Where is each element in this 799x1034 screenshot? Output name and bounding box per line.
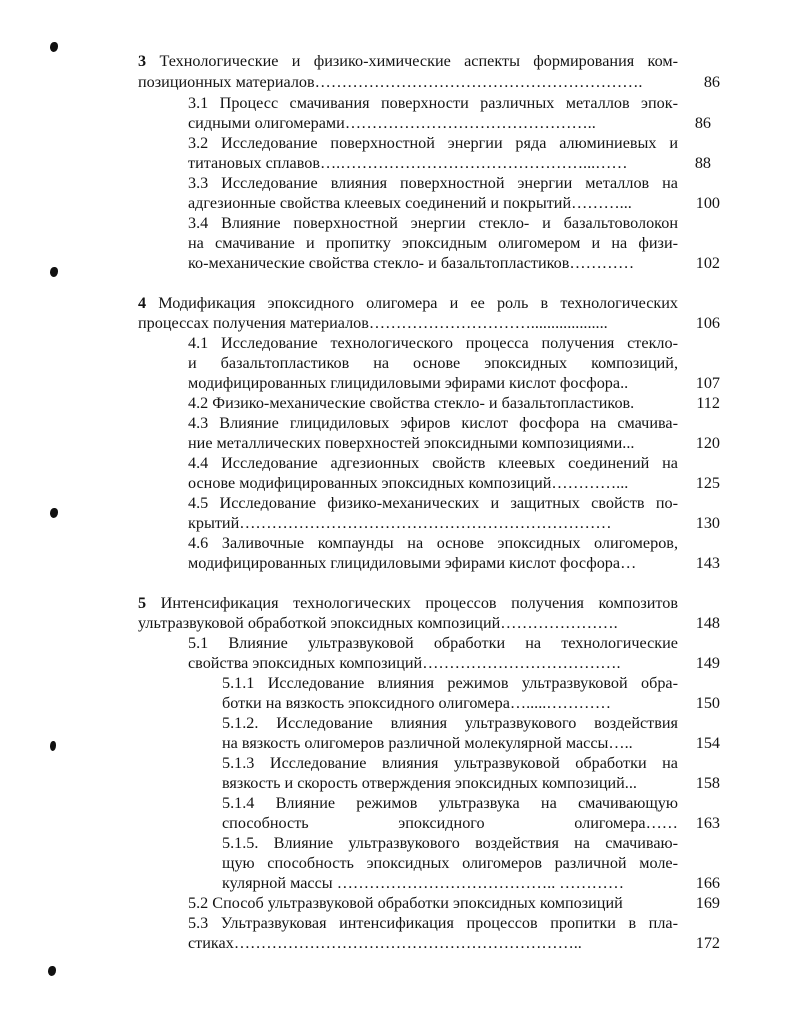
chapter-title-line: позиционных материалов……………………………………………………. [138,73,643,91]
toc-entry-line: адгезионные свойства клеевых соединений и покрытий………... [188,194,632,212]
toc-subentry-line: ботки на вязкость эпоксидного олигомера….....………… [222,694,612,712]
page-number: 86 [703,73,720,91]
toc-entry-line: свойства эпоксидных композиций………………………………. [188,654,621,672]
toc-entry-line: модифицированных глицидиловыми эфирами кислот фосфора.. [188,374,629,392]
toc-entry-line: 3.4 Влияние поверхностной энергии стекло- и базальтоволокон [188,214,678,232]
toc-entry-line: 3.2 Исследование поверхностной энергии ряда алюминиевых и [188,134,678,152]
toc-entry-line: 4.3 Влияние глицидиловых эфиров кислот фосфора на смачива- [188,414,678,432]
page-number: 100 [695,194,720,212]
toc-entry-line: крытий…………………………………………………………… [188,514,612,532]
toc-entry-line: ко-механические свойства стекло- и базальтопластиков………… [188,254,635,272]
toc-entry-line: модифицированных глицидиловыми эфирами кислот фосфора… [188,554,637,572]
toc-entry-line: 4.1 Исследование технологического процесса получения стекло- [188,334,678,352]
chapter-title: 4 Модификация эпоксидного олигомера и ее роль в технологических [138,294,678,312]
bullet-mark [50,741,56,751]
toc-subentry-line: на вязкость олигомеров различной молекулярной массы….. [222,734,633,752]
bullet-mark [50,42,58,52]
toc-subentry-line: 5.1.2. Исследование влияния ультразвукового воздействия [222,714,678,732]
toc-entry-line: и базальтопластиков на основе эпоксидных композиций, [188,354,678,372]
page-number: 102 [695,254,720,272]
toc-subentry-line: 5.1.3 Исследование влияния ультразвуковой обработки на [222,754,678,772]
page-number: 120 [695,434,720,452]
chapter-number: 5 [138,594,147,612]
page-number: 125 [695,474,720,492]
toc-entry-line: 3.3 Исследование влияния поверхностной энергии металлов на [188,174,678,192]
toc-entry-line: 4.4 Исследование адгезионных свойств клеевых соединений на [188,454,678,472]
page-number: 150 [695,694,720,712]
toc-entry-line: 4.5 Исследование физико-механических и защитных свойств по- [188,494,678,512]
page-number: 106 [695,314,720,332]
page-number: 86 [694,114,711,132]
page-number: 149 [695,654,720,672]
page-number: 148 [695,614,720,632]
toc-entry-line: 4.2 Физико-механические свойства стекло- и базальтопластиков. [188,394,635,412]
page-number: 158 [695,774,720,792]
toc-subentry-line: вязкость и скорость отверждения эпоксидных композиций... [222,774,637,792]
toc-subentry-line: 5.1.5. Влияние ультразвукового воздействия на смачиваю- [222,834,678,852]
page-number: 169 [695,894,720,912]
page-number: 88 [694,154,711,172]
chapter-title: 5 Интенсификация технологических процессов получения композитов [138,594,678,612]
toc-subentry-line: 5.1.1 Исследование влияния режимов ультразвуковой обра- [222,674,678,692]
toc-entry-line: 4.6 Заливочные компаунды на основе эпоксидных олигомеров, [188,534,678,552]
page-number: 130 [695,514,720,532]
chapter-title-line: процессах получения материалов…………………………................... [138,314,608,332]
page-number: 143 [695,554,720,572]
bullet-mark [50,508,58,518]
chapter-number: 3 [138,52,147,70]
toc-entry-line: стиках……………………………………………………….. [188,934,582,952]
chapter-number: 4 [138,294,147,312]
bullet-mark [48,966,56,976]
toc-subentry-line: способность эпоксидного олигомера…… [222,814,678,832]
toc-entry-line: ние металлических поверхностей эпоксидными композициями... [188,434,635,452]
page-number: 112 [696,394,720,412]
chapter-title: 3 Технологические и физико-химические аспекты формирования ком- [138,52,678,70]
toc-entry-line: 5.1 Влияние ультразвуковой обработки на технологические [188,634,678,652]
toc-entry-line: на смачивание и пропитку эпоксидным олигомером и на физи- [188,234,678,252]
toc-subentry-line: кулярной массы ………………………………….. ………… [222,874,625,892]
chapter-title-line: ультразвуковой обработкой эпоксидных композиций…………………. [138,614,618,632]
page-number: 107 [695,374,720,392]
toc-entry-line: 5.3 Ультразвуковая интенсификация процессов пропитки в пла- [188,914,678,932]
toc-entry-line: титановых сплавов….………………………………………...…… [188,154,628,172]
toc-subentry-line: 5.1.4 Влияние режимов ультразвука на смачивающую [222,794,678,812]
toc-entry-line: сидными олигомерами……………………………………….. [188,114,596,132]
page-number: 166 [695,874,720,892]
page-number: 172 [695,934,720,952]
page-number: 154 [695,734,720,752]
toc-entry-line: основе модифицированных эпоксидных композиций…………... [188,474,629,492]
toc-subentry-line: щую способность эпоксидных олигомеров различной моле- [222,854,678,872]
toc-entry-line: 5.2 Способ ультразвуковой обработки эпоксидных композиций [188,894,623,912]
toc-entry-line: 3.1 Процесс смачивания поверхности различных металлов эпок- [188,94,678,112]
page-number: 163 [695,814,720,832]
bullet-mark [50,267,58,277]
